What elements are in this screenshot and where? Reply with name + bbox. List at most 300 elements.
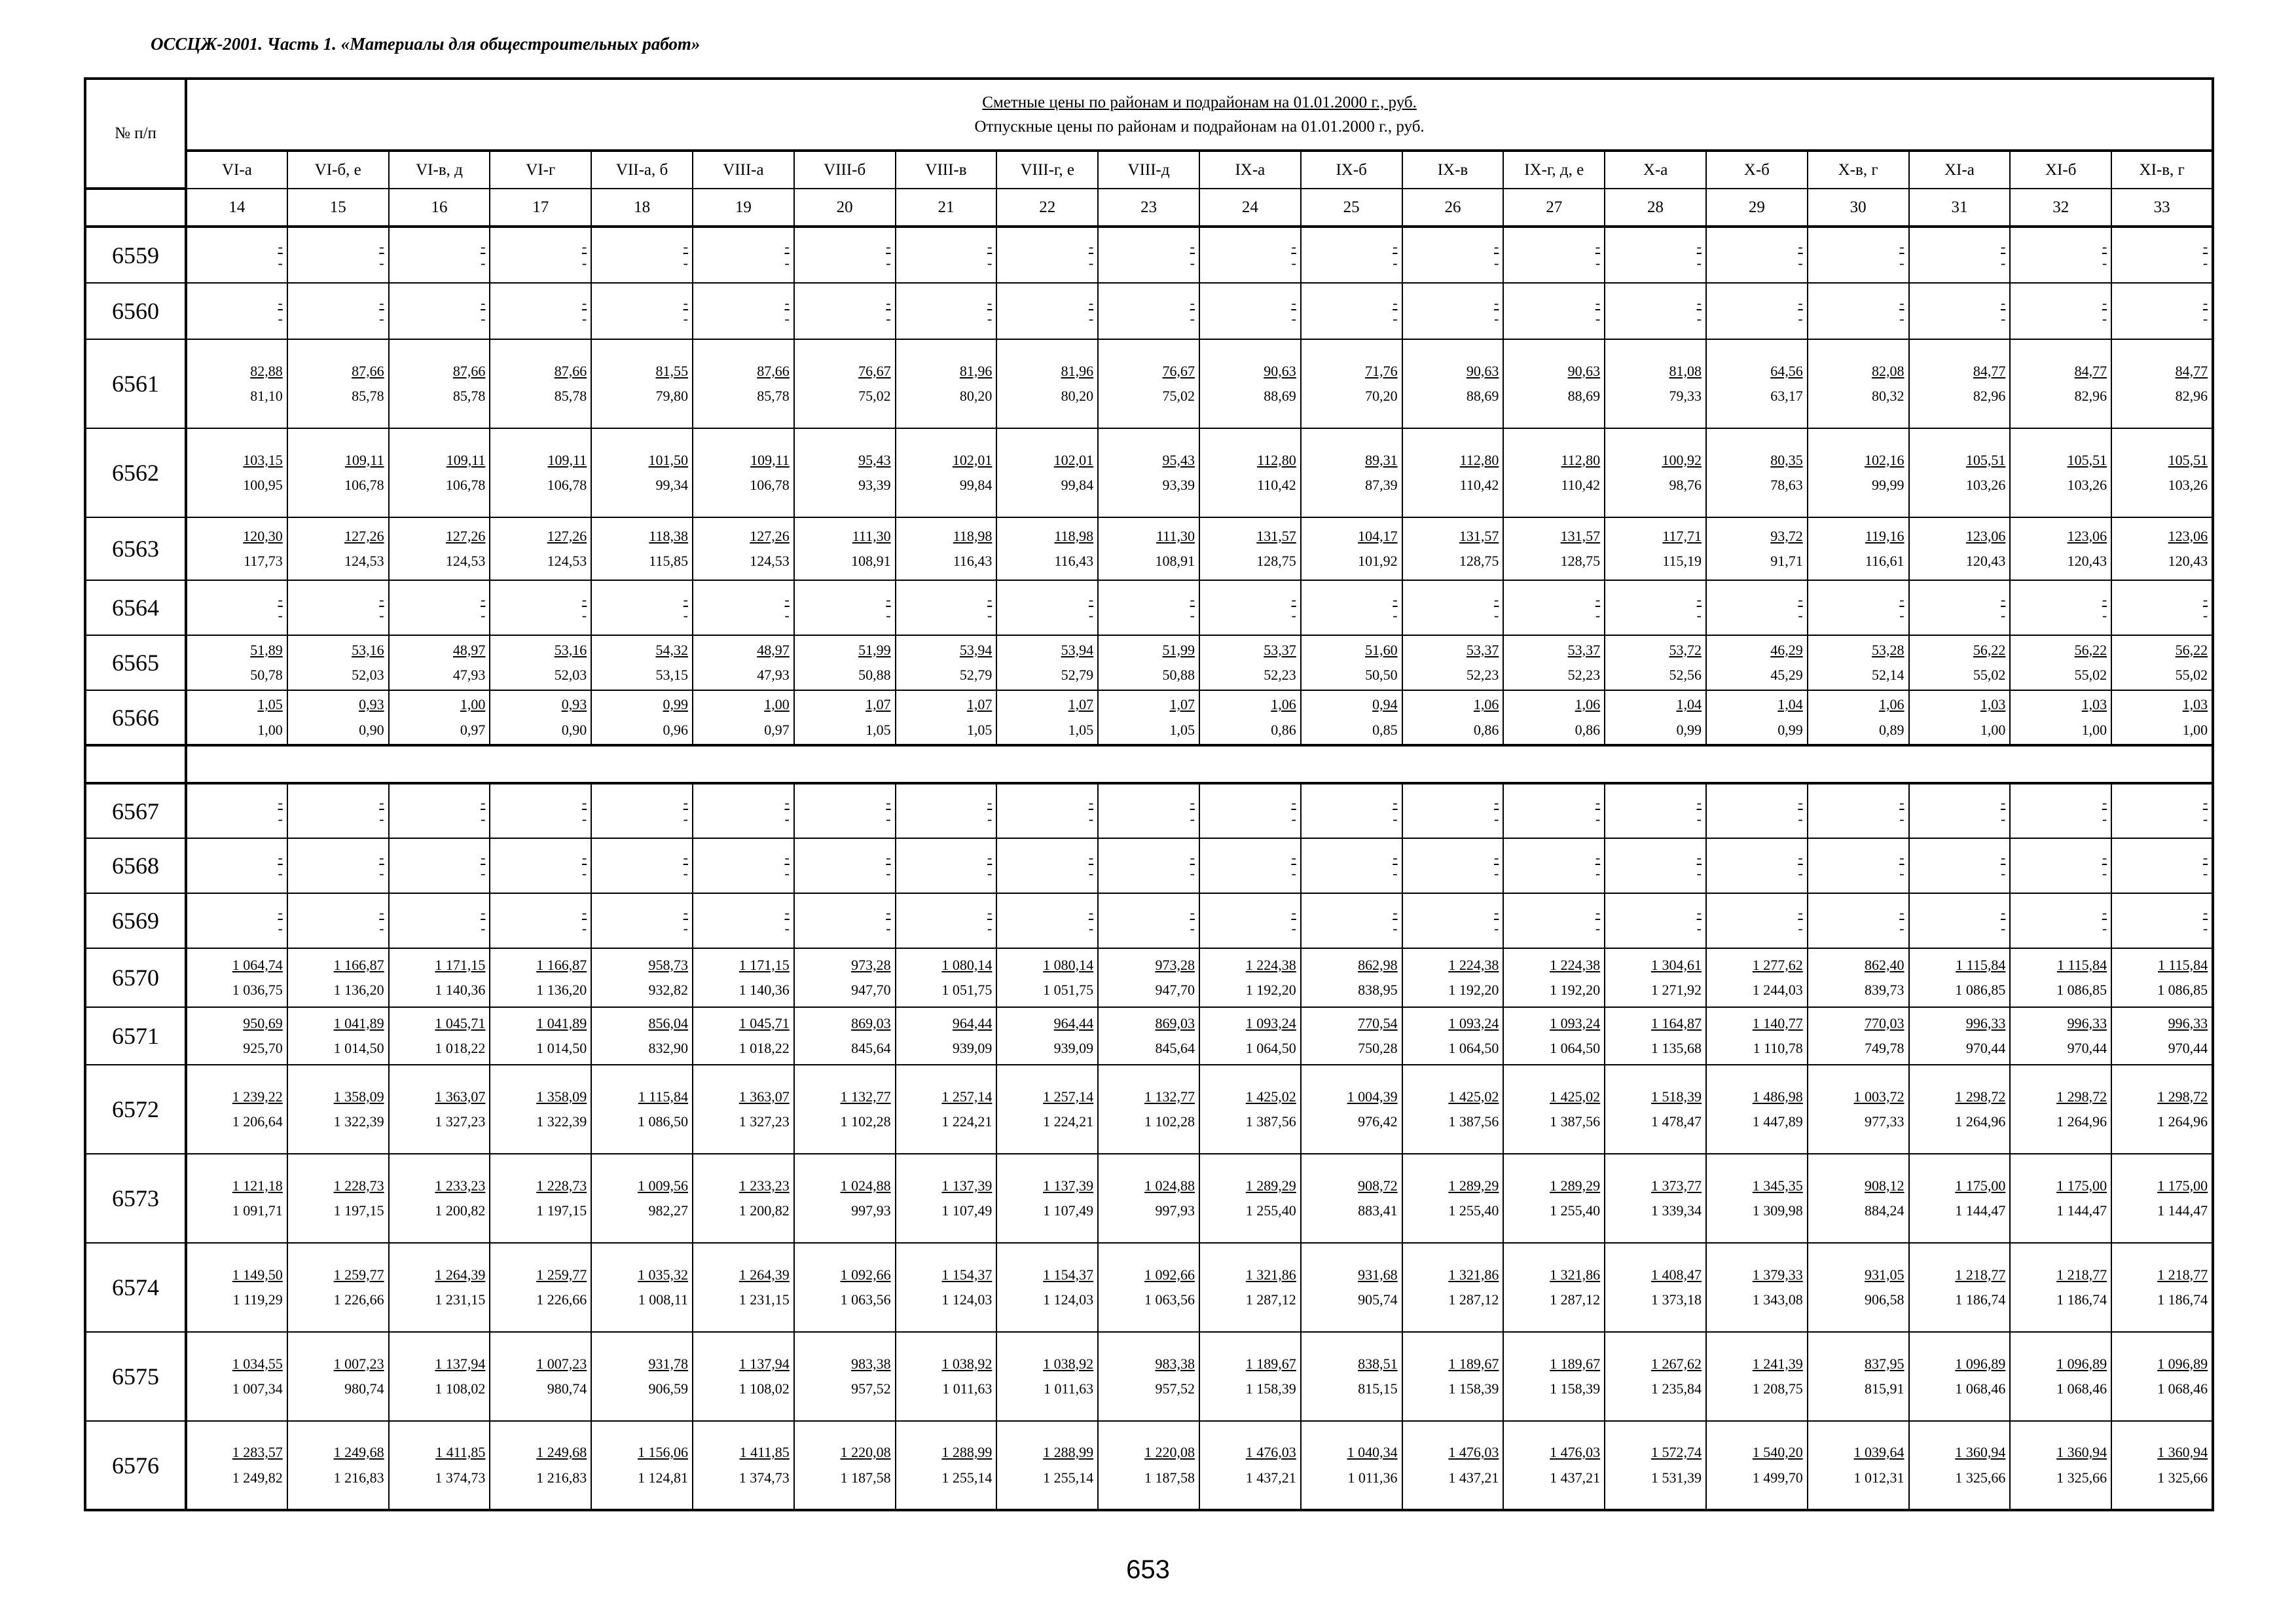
- price-cell: [186, 227, 287, 283]
- row-number: 6576: [85, 1421, 186, 1510]
- release-price: -: [1393, 607, 1398, 623]
- price-cell: [1098, 1243, 1199, 1332]
- column-number: 26: [1402, 189, 1504, 227]
- release-price: -: [1088, 254, 1094, 271]
- price-cell: [1706, 428, 1808, 517]
- price-cell: [1402, 1065, 1504, 1154]
- price-cell: [1301, 1421, 1402, 1510]
- release-price: 1 447,89: [1752, 1113, 1803, 1130]
- release-price: 1 327,23: [435, 1113, 486, 1130]
- estimated-price: 1 373,77: [1650, 1177, 1702, 1194]
- price-cell: [1301, 283, 1402, 339]
- release-price: 939,09: [952, 1040, 993, 1056]
- price-cell: [186, 428, 287, 517]
- price-cell: [2010, 428, 2111, 517]
- release-price: -: [581, 607, 587, 623]
- estimated-price: -: [2202, 904, 2208, 921]
- release-price: -: [278, 920, 283, 936]
- estimated-price: -: [987, 904, 993, 921]
- release-price: 1 200,82: [738, 1202, 790, 1219]
- price-cell: [389, 1007, 490, 1065]
- price-cell: [287, 948, 389, 1007]
- price-cell: [896, 783, 997, 838]
- estimated-price: 90,63: [1264, 362, 1296, 379]
- price-cell: [1301, 690, 1402, 745]
- price-cell: [591, 635, 693, 690]
- price-cell: [287, 1154, 389, 1243]
- price-cell: [794, 1007, 896, 1065]
- release-price: 50,88: [1162, 667, 1195, 683]
- price-cell: [186, 517, 287, 580]
- estimated-price: 118,38: [649, 527, 688, 544]
- estimated-price: 1 288,99: [941, 1444, 993, 1460]
- price-cell: [693, 1332, 794, 1421]
- release-price: -: [1595, 607, 1601, 623]
- estimated-price: 1 093,24: [1550, 1014, 1601, 1031]
- estimated-price: -: [683, 591, 688, 608]
- price-cell: [1909, 1065, 2011, 1154]
- estimated-price: -: [1595, 591, 1601, 608]
- release-price: 0,96: [663, 721, 688, 738]
- price-cell: [1301, 339, 1402, 428]
- price-cell: [1808, 783, 1909, 838]
- release-price: -: [2001, 254, 2006, 271]
- release-price: 1 197,15: [536, 1202, 587, 1219]
- release-price: 1 226,66: [333, 1291, 384, 1308]
- price-cell: [1503, 635, 1605, 690]
- release-price: -: [1696, 810, 1702, 827]
- district-header: VI-а: [186, 151, 287, 189]
- estimated-price: 1 045,71: [738, 1014, 790, 1031]
- price-cell: [1909, 893, 2011, 948]
- estimated-price: -: [987, 794, 993, 811]
- estimated-price: 1 540,20: [1752, 1444, 1803, 1460]
- release-price: -: [581, 254, 587, 271]
- release-price: 50,78: [250, 667, 283, 683]
- estimated-price: 1,03: [2182, 696, 2208, 712]
- price-cell: [1301, 1243, 1402, 1332]
- price-cell: [1301, 783, 1402, 838]
- price-cell: [1605, 339, 1706, 428]
- column-number: 14: [186, 189, 287, 227]
- num-header-blank: [85, 189, 186, 227]
- release-price: -: [987, 865, 993, 881]
- title-estimated: Сметные цены по районам и подрайонам на 01.01.2000 г., руб.: [982, 93, 1417, 111]
- price-cell: [693, 1243, 794, 1332]
- price-cell: [389, 1065, 490, 1154]
- price-cell: [1808, 227, 1909, 283]
- column-number: 33: [2111, 189, 2213, 227]
- price-cell: [2111, 1154, 2213, 1243]
- estimated-price: 105,51: [1965, 451, 2006, 468]
- release-price: 116,61: [1865, 553, 1904, 569]
- release-price: -: [1595, 865, 1601, 881]
- price-cell: [490, 283, 591, 339]
- price-cell: [1706, 339, 1808, 428]
- release-price: -: [1798, 865, 1803, 881]
- estimated-price: 1,04: [1676, 696, 1702, 712]
- estimated-price: -: [1393, 849, 1398, 866]
- release-price: 52,23: [1567, 667, 1601, 683]
- price-cell: [389, 838, 490, 893]
- price-cell: [490, 1154, 591, 1243]
- price-cell: [287, 1332, 389, 1421]
- release-price: 1 271,92: [1650, 982, 1702, 998]
- estimated-price: -: [2001, 294, 2006, 311]
- release-price: 1 051,75: [1043, 982, 1094, 998]
- release-price: 1 068,46: [2056, 1380, 2107, 1397]
- estimated-price: -: [1595, 294, 1601, 311]
- release-price: 1 437,21: [1245, 1469, 1296, 1486]
- table-row: [85, 783, 2213, 838]
- release-price: 108,91: [1155, 553, 1195, 569]
- release-price: 100,95: [243, 477, 283, 493]
- price-cell: [287, 428, 389, 517]
- release-price: 1 091,71: [232, 1202, 283, 1219]
- estimated-price: -: [1696, 238, 1702, 255]
- price-cell: [794, 838, 896, 893]
- estimated-price: 112,80: [1257, 451, 1296, 468]
- price-cell: [389, 635, 490, 690]
- release-price: 75,02: [1162, 388, 1195, 404]
- price-cell: [2111, 1421, 2213, 1510]
- release-price: 1 158,39: [1245, 1380, 1296, 1397]
- estimated-price: 1 358,09: [536, 1088, 587, 1105]
- price-cell: [389, 1421, 490, 1510]
- release-price: 1 063,56: [840, 1291, 891, 1308]
- release-price: 124,53: [344, 553, 384, 569]
- estimated-price: 1 140,77: [1752, 1014, 1803, 1031]
- estimated-price: -: [1696, 294, 1702, 311]
- estimated-price: 869,03: [851, 1014, 891, 1031]
- price-cell: [389, 690, 490, 745]
- price-cell: [389, 948, 490, 1007]
- price-cell: [1605, 948, 1706, 1007]
- estimated-price: -: [278, 294, 283, 311]
- estimated-price: -: [1190, 294, 1195, 311]
- estimated-price: -: [1088, 591, 1094, 608]
- estimated-price: 123,06: [2067, 527, 2107, 544]
- price-cell: [1706, 893, 1808, 948]
- release-price: 110,42: [1459, 477, 1499, 493]
- estimated-price: 53,37: [1567, 641, 1601, 658]
- release-price: 1 206,64: [232, 1113, 283, 1130]
- price-cell: [1301, 1007, 1402, 1065]
- price-cell: [389, 580, 490, 635]
- price-cell: [2010, 580, 2111, 635]
- release-price: 110,42: [1561, 477, 1601, 493]
- estimated-price: -: [1393, 794, 1398, 811]
- price-cell: [896, 838, 997, 893]
- price-cell: [2010, 283, 2111, 339]
- price-cell: [591, 948, 693, 1007]
- column-number: 17: [490, 189, 591, 227]
- price-cell: [389, 1154, 490, 1243]
- estimated-price: 109,11: [547, 451, 587, 468]
- district-header: VII-а, б: [591, 151, 693, 189]
- estimated-price: 84,77: [1973, 362, 2006, 379]
- release-price: -: [1595, 254, 1601, 271]
- estimated-price: 1 149,50: [232, 1266, 283, 1283]
- estimated-price: -: [2001, 904, 2006, 921]
- release-price: -: [1190, 607, 1195, 623]
- release-price: -: [2202, 810, 2208, 827]
- column-number: 22: [996, 189, 1098, 227]
- release-price: 845,64: [1155, 1040, 1195, 1056]
- estimated-price: 1 486,98: [1752, 1088, 1803, 1105]
- table-row: [85, 1154, 2213, 1243]
- release-price: 1 226,66: [536, 1291, 587, 1308]
- estimated-price: 1 080,14: [941, 956, 993, 973]
- row-number: 6572: [85, 1065, 186, 1154]
- price-cell: [896, 339, 997, 428]
- release-price: 53,15: [655, 667, 688, 683]
- release-price: -: [1696, 920, 1702, 936]
- release-price: -: [1088, 810, 1094, 827]
- column-number: 16: [389, 189, 490, 227]
- release-price: 845,64: [851, 1040, 891, 1056]
- table-row: [85, 283, 2213, 339]
- row-number: 6559: [85, 227, 186, 283]
- estimated-price: -: [2102, 794, 2107, 811]
- price-cell: [490, 227, 591, 283]
- column-number: 18: [591, 189, 693, 227]
- price-cell: [896, 635, 997, 690]
- estimated-price: 996,33: [2168, 1014, 2208, 1031]
- release-price: 52,56: [1669, 667, 1702, 683]
- price-cell: [693, 339, 794, 428]
- release-price: 883,41: [1358, 1202, 1398, 1219]
- estimated-price: 109,11: [750, 451, 790, 468]
- release-price: 1 249,82: [232, 1469, 283, 1486]
- price-cell: [1402, 1332, 1504, 1421]
- price-cell: [1402, 339, 1504, 428]
- release-price: 0,97: [460, 721, 486, 738]
- release-price: 1 144,47: [2056, 1202, 2107, 1219]
- release-price: 103,26: [2067, 477, 2107, 493]
- num-header: № п/п: [85, 79, 186, 189]
- release-price: 1 012,31: [1853, 1469, 1904, 1486]
- estimated-price: 1 298,72: [2056, 1088, 2107, 1105]
- release-price: -: [1088, 920, 1094, 936]
- estimated-price: 1 039,64: [1853, 1444, 1904, 1460]
- release-price: 1 255,40: [1448, 1202, 1499, 1219]
- estimated-price: -: [2001, 238, 2006, 255]
- district-header: XI-а: [1909, 151, 2011, 189]
- estimated-price: 104,17: [1358, 527, 1398, 544]
- price-cell: [1301, 838, 1402, 893]
- estimated-price: 105,51: [2067, 451, 2107, 468]
- district-header: IX-а: [1199, 151, 1301, 189]
- release-price: -: [581, 920, 587, 936]
- release-price: -: [581, 865, 587, 881]
- release-price: 1 108,02: [435, 1380, 486, 1397]
- price-cell: [1199, 227, 1301, 283]
- price-cell: [490, 893, 591, 948]
- price-cell: [490, 428, 591, 517]
- price-cell: [693, 1421, 794, 1510]
- release-price: 85,78: [352, 388, 384, 404]
- release-price: 1 208,75: [1752, 1380, 1803, 1397]
- price-cell: [1605, 838, 1706, 893]
- release-price: 99,84: [959, 477, 993, 493]
- row-number: 6562: [85, 428, 186, 517]
- price-cell: [2111, 690, 2213, 745]
- estimated-price: -: [2001, 849, 2006, 866]
- estimated-price: -: [278, 238, 283, 255]
- estimated-price: 123,06: [1965, 527, 2006, 544]
- release-price: 832,90: [648, 1040, 688, 1056]
- price-cell: [1503, 517, 1605, 580]
- estimated-price: 958,73: [648, 956, 688, 973]
- price-cell: [591, 227, 693, 283]
- price-cell: [794, 893, 896, 948]
- estimated-price: 862,40: [1865, 956, 1904, 973]
- district-header: VIII-а: [693, 151, 794, 189]
- release-price: -: [1190, 920, 1195, 936]
- release-price: 1 255,14: [941, 1469, 993, 1486]
- price-cell: [1402, 283, 1504, 339]
- price-cell: [1199, 580, 1301, 635]
- price-cell: [1199, 948, 1301, 1007]
- price-cell: [1098, 339, 1199, 428]
- column-number: 19: [693, 189, 794, 227]
- estimated-price: 1 321,86: [1550, 1266, 1601, 1283]
- estimated-price: 1 408,47: [1650, 1266, 1702, 1283]
- estimated-price: 1 321,86: [1448, 1266, 1499, 1283]
- row-number: 6560: [85, 283, 186, 339]
- release-price: -: [1899, 254, 1904, 271]
- price-cell: [389, 1243, 490, 1332]
- release-price: 1 287,12: [1245, 1291, 1296, 1308]
- estimated-price: -: [379, 849, 384, 866]
- estimated-price: -: [784, 294, 790, 311]
- release-price: -: [379, 607, 384, 623]
- price-cell: [996, 1065, 1098, 1154]
- estimated-price: 87,66: [757, 362, 790, 379]
- release-price: 980,74: [547, 1380, 587, 1397]
- release-price: 88,69: [1264, 388, 1296, 404]
- release-price: -: [2102, 310, 2107, 327]
- price-cell: [1098, 517, 1199, 580]
- price-cell: [1909, 339, 2011, 428]
- estimated-price: 964,44: [1053, 1014, 1094, 1031]
- release-price: -: [1899, 607, 1904, 623]
- release-price: 1 235,84: [1650, 1380, 1702, 1397]
- estimated-price: 1 093,24: [1245, 1014, 1296, 1031]
- release-price: -: [1798, 607, 1803, 623]
- estimated-price: 1 264,39: [435, 1266, 486, 1283]
- estimated-price: 1 096,89: [2157, 1355, 2208, 1372]
- release-price: 1 287,12: [1550, 1291, 1601, 1308]
- estimated-price: 1 137,94: [435, 1355, 486, 1372]
- estimated-price: 1 267,62: [1650, 1355, 1702, 1372]
- price-cell: [2111, 428, 2213, 517]
- estimated-price: 1 115,84: [1956, 956, 2006, 973]
- estimated-price: 1 298,72: [2157, 1088, 2208, 1105]
- release-price: 1 186,74: [1955, 1291, 2006, 1308]
- estimated-price: -: [1088, 294, 1094, 311]
- price-cell: [2010, 1065, 2111, 1154]
- estimated-price: 1 220,08: [1144, 1444, 1195, 1460]
- price-cell: [1808, 1332, 1909, 1421]
- release-price: -: [1291, 310, 1296, 327]
- price-cell: [1706, 1065, 1808, 1154]
- price-cell: [1503, 1065, 1605, 1154]
- estimated-price: 81,96: [959, 362, 993, 379]
- release-price: 980,74: [344, 1380, 384, 1397]
- release-price: 1 255,14: [1043, 1469, 1094, 1486]
- estimated-price: 869,03: [1155, 1014, 1195, 1031]
- estimated-price: -: [1393, 238, 1398, 255]
- release-price: 1 064,50: [1550, 1040, 1601, 1056]
- release-price: -: [683, 607, 688, 623]
- price-cell: [1909, 635, 2011, 690]
- price-cell: [996, 517, 1098, 580]
- estimated-price: 51,99: [1162, 641, 1195, 658]
- estimated-price: 1 476,03: [1245, 1444, 1296, 1460]
- price-cell: [1402, 635, 1504, 690]
- release-price: -: [1494, 254, 1499, 271]
- table-row: [85, 893, 2213, 948]
- estimated-price: 54,32: [655, 641, 688, 658]
- release-price: 1 011,63: [1043, 1380, 1094, 1397]
- release-price: -: [1190, 254, 1195, 271]
- price-cell: [1503, 283, 1605, 339]
- estimated-price: 1 092,66: [1144, 1266, 1195, 1283]
- release-price: 1,00: [257, 721, 283, 738]
- price-cell: [2010, 893, 2111, 948]
- estimated-price: -: [683, 794, 688, 811]
- release-price: 99,99: [1872, 477, 1904, 493]
- release-price: -: [379, 254, 384, 271]
- price-cell: [591, 783, 693, 838]
- release-price: -: [2202, 920, 2208, 936]
- release-price: 1 186,74: [2157, 1291, 2208, 1308]
- release-price: 93,39: [858, 477, 891, 493]
- estimated-price: -: [278, 904, 283, 921]
- estimated-price: 101,50: [648, 451, 688, 468]
- release-price: 947,70: [851, 982, 891, 998]
- release-price: -: [2102, 607, 2107, 623]
- estimated-price: 856,04: [648, 1014, 688, 1031]
- price-cell: [287, 690, 389, 745]
- district-header: VIII-д: [1098, 151, 1199, 189]
- estimated-price: -: [1595, 849, 1601, 866]
- estimated-price: -: [581, 849, 587, 866]
- release-price: 906,58: [1865, 1291, 1904, 1308]
- price-cell: [1199, 1332, 1301, 1421]
- price-cell: [2111, 1007, 2213, 1065]
- price-cell: [996, 1154, 1098, 1243]
- price-cell: [2010, 227, 2111, 283]
- release-price: -: [581, 810, 587, 827]
- price-cell: [1503, 1421, 1605, 1510]
- release-price: -: [784, 310, 790, 327]
- estimated-price: 1 289,29: [1245, 1177, 1296, 1194]
- release-price: -: [2001, 810, 2006, 827]
- release-price: 749,78: [1865, 1040, 1904, 1056]
- release-price: 85,78: [452, 388, 486, 404]
- release-price: 1 216,83: [536, 1469, 587, 1486]
- estimated-price: 46,29: [1770, 641, 1803, 658]
- release-price: 1 531,39: [1650, 1469, 1702, 1486]
- release-price: 1 086,85: [1955, 982, 2006, 998]
- estimated-price: 1,05: [257, 696, 283, 712]
- release-price: 1 187,58: [1144, 1469, 1195, 1486]
- release-price: -: [1088, 607, 1094, 623]
- price-cell: [1301, 893, 1402, 948]
